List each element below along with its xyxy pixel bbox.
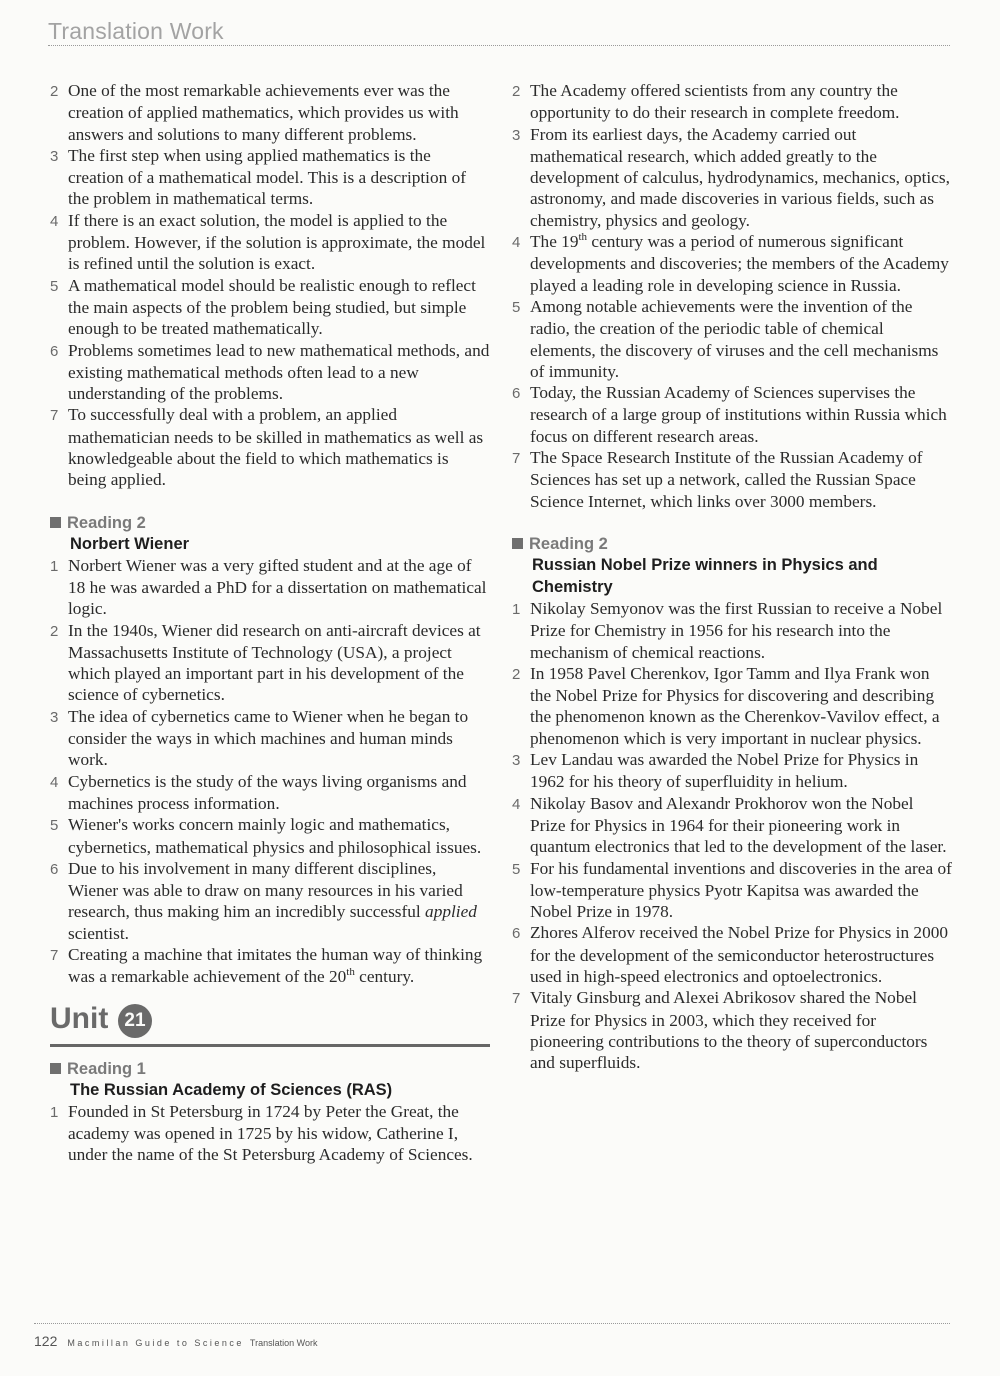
list-item	[50, 275, 490, 340]
page-footer	[34, 1333, 317, 1351]
item-number: 3	[512, 752, 521, 770]
reading-1-title: The Russian Academy of Sciences (RAS)	[70, 1080, 393, 1099]
item-text: Nikolay Semyonov was the first Russian to receive a Nobel Prize for Chemistry in 1956 for his research into the mechanism of chemical reactions.	[530, 598, 943, 662]
item-text: For his fundamental inventions and discoveries in the area of low-temperature physics Pyotr Kapitsa was awarded the Nobel Prize in 1978.	[530, 858, 952, 922]
left-column	[50, 80, 490, 1165]
item-text: Creating a machine that imitates the human way of thinking was a remarkable achievement of the 20	[68, 944, 483, 987]
list-item	[512, 749, 952, 793]
item-superscript: th	[578, 231, 588, 244]
reading-2-title: Norbert Wiener	[70, 534, 190, 553]
item-number: 3	[50, 708, 59, 726]
item-number: 6	[50, 860, 59, 878]
list-item	[512, 296, 952, 382]
list-item	[50, 944, 490, 988]
reading-2-label	[50, 513, 490, 533]
list-item	[512, 231, 952, 296]
item-text: The Space Research Institute of the Russian Academy of Sciences has set up a network, called the Russian Space Science Internet, which links over 3000 members.	[530, 448, 923, 511]
list-item	[50, 80, 490, 145]
item-text: century.	[354, 967, 415, 987]
item-text: Nikolay Basov and Alexandr Prokhorov won the Nobel Prize for Physics in 1964 for their pioneering work in quantum electronics that led to the development of the laser.	[530, 793, 947, 857]
item-number: 6	[512, 925, 521, 943]
item-superscript: th	[346, 966, 355, 979]
item-number: 6	[50, 342, 59, 360]
reading-label-text: Reading 2	[529, 534, 608, 553]
item-number: 1	[50, 1103, 59, 1121]
reading-2-label	[512, 534, 952, 554]
item-number: 4	[50, 773, 59, 791]
item-text: To successfully deal with a problem, an applied mathematician needs to be skilled in mathematics as well as knowledgeable about the field to which mathematics is being applied.	[68, 405, 484, 490]
item-text: If there is an exact solution, the model is applied to the problem. However, if the solution is approximate, the model is refined until the solution is exact.	[68, 210, 486, 274]
item-text: Today, the Russian Academy of Sciences supervises the research of a large group of institutions within Russia which focus on different research areas.	[530, 383, 947, 446]
item-number: 2	[50, 622, 59, 640]
list-item	[512, 80, 952, 124]
list-item	[50, 858, 490, 944]
item-text: A mathematical model should be realistic enough to reflect the main aspects of the problem being studied, but simple enough to be treated mathematically.	[68, 275, 476, 339]
list-item	[512, 598, 952, 663]
item-text: One of the most remarkable achievements ever was the creation of applied mathematics, which provides us with answers and solutions to many different problems.	[68, 81, 459, 144]
item-text: The 19	[530, 232, 579, 252]
list-item	[512, 858, 952, 923]
square-bullet-icon	[50, 1063, 61, 1074]
list-item	[512, 793, 952, 858]
list-item	[50, 706, 490, 771]
item-text: Due to his involvement in many different disciplines, Wiener was able to draw on many resources in his varied research, thus making him an incredibly successful	[68, 858, 463, 922]
list-item	[512, 922, 952, 987]
item-text: The idea of cybernetics came to Wiener when he began to consider the ways in which machines and human minds work.	[68, 706, 469, 770]
item-number: 2	[512, 665, 521, 683]
item-number: 1	[512, 600, 521, 618]
list-item	[50, 340, 490, 405]
item-text: Cybernetics is the study of the ways living organisms and machines process information.	[68, 771, 467, 813]
reading-2-title: Russian Nobel Prize winners in Physics and Chemistry	[532, 555, 878, 596]
item-number: 7	[512, 450, 521, 468]
list-item	[512, 663, 952, 749]
item-text: Founded in St Petersburg in 1724 by Peter the Great, the academy was opened in 1725 by his widow, Catherine I, under the name of the St Petersburg Academy of Sciences.	[68, 1101, 473, 1165]
item-number: 4	[50, 212, 59, 230]
item-text: Vitaly Ginsburg and Alexei Abrikosov shared the Nobel Prize for Physics in 2003, which they received for pioneering contributions to the theory of superconductors and superfluids.	[530, 988, 928, 1073]
item-number: 5	[512, 298, 521, 316]
square-bullet-icon	[512, 538, 523, 549]
list-item	[512, 987, 952, 1073]
list-item	[50, 555, 490, 620]
item-text: scientist.	[68, 923, 129, 943]
reading-label-text: Reading 2	[67, 513, 146, 532]
unit-label: Unit	[50, 1001, 109, 1035]
item-text-italic: applied	[425, 902, 477, 922]
right-column	[512, 80, 952, 1073]
unit-heading	[50, 1000, 490, 1047]
item-text: From its earliest days, the Academy carried out mathematical research, which added greatly to the development of calculus, hydrodynamics, mechanics, optics, astronomy, and made discoveries in various fields, such as chemistry, physics and geology.	[530, 124, 950, 230]
item-text: Lev Landau was awarded the Nobel Prize for Physics in 1962 for his theory of superfluidity in helium.	[530, 750, 919, 792]
reading-1-label	[50, 1059, 490, 1079]
book-title: Macmillan Guide to Science	[67, 1338, 244, 1348]
item-text: Zhores Alferov received the Nobel Prize for Physics in 2000 for the development of the semiconductor heterostructures used in high-speed electronics and optoelectronics.	[530, 923, 948, 986]
item-text: Norbert Wiener was a very gifted student and at the age of 18 he was awarded a PhD for a dissertation on mathematical logic.	[68, 555, 487, 619]
list-item	[50, 210, 490, 275]
list-item	[512, 447, 952, 512]
item-number: 7	[50, 407, 59, 425]
list-item	[512, 124, 952, 231]
item-number: 2	[50, 83, 59, 100]
item-number: 7	[512, 990, 521, 1008]
item-number: 2	[512, 83, 521, 100]
item-number: 5	[50, 277, 59, 295]
reading-label-text: Reading 1	[67, 1059, 146, 1078]
page-number: 122	[34, 1333, 58, 1349]
item-text: The first step when using applied mathematics is the creation of a mathematical model. This is a description of the problem in mathematical terms.	[68, 145, 466, 209]
item-number: 4	[512, 234, 521, 252]
list-item	[50, 620, 490, 706]
item-number: 7	[50, 946, 59, 964]
item-text: Wiener's works concern mainly logic and mathematics, cybernetics, mathematical physics and philosophical issues.	[68, 815, 482, 857]
item-text: In the 1940s, Wiener did research on anti-aircraft devices at Massachusetts Institute of Technology (USA), a project which played an important part in his development of the science of cybernetics.	[68, 620, 481, 705]
item-number: 4	[512, 795, 521, 813]
header-dotted-rule	[48, 45, 950, 46]
item-number: 6	[512, 385, 521, 403]
item-text: Among notable achievements were the invention of the radio, the creation of the periodic table of chemical elements, the discovery of viruses and the cell mechanisms of immunity.	[530, 296, 939, 381]
item-number: 5	[50, 817, 59, 835]
item-number: 1	[50, 557, 59, 575]
list-item	[512, 382, 952, 447]
list-item	[50, 771, 490, 815]
item-number: 3	[50, 147, 59, 165]
item-number: 5	[512, 860, 521, 878]
square-bullet-icon	[50, 517, 61, 528]
list-item	[50, 814, 490, 858]
footer-dotted-rule	[34, 1323, 950, 1324]
item-text: In 1958 Pavel Cherenkov, Igor Tamm and Ilya Frank won the Nobel Prize for Physics for discovering and describing the phenomenon known as the Cherenkov-Vavilov effect, a phenomenon which is very important in nuclear physics.	[530, 663, 940, 748]
list-item	[50, 404, 490, 490]
list-item	[50, 145, 490, 210]
item-number: 3	[512, 126, 521, 144]
page-header-title: Translation Work	[48, 18, 224, 44]
item-text: century was a period of numerous significant developments and discoveries; the members of the Academy played a leading role in developing science in Russia.	[530, 232, 949, 295]
item-text: The Academy offered scientists from any country the opportunity to do their research in complete freedom.	[530, 81, 900, 123]
list-item	[50, 1101, 490, 1166]
unit-number-badge: 21	[118, 1004, 152, 1038]
footer-section: Translation Work	[249, 1338, 318, 1348]
item-text: Problems sometimes lead to new mathematical methods, and existing mathematical methods often lead to a new understanding of the problems.	[68, 340, 490, 404]
